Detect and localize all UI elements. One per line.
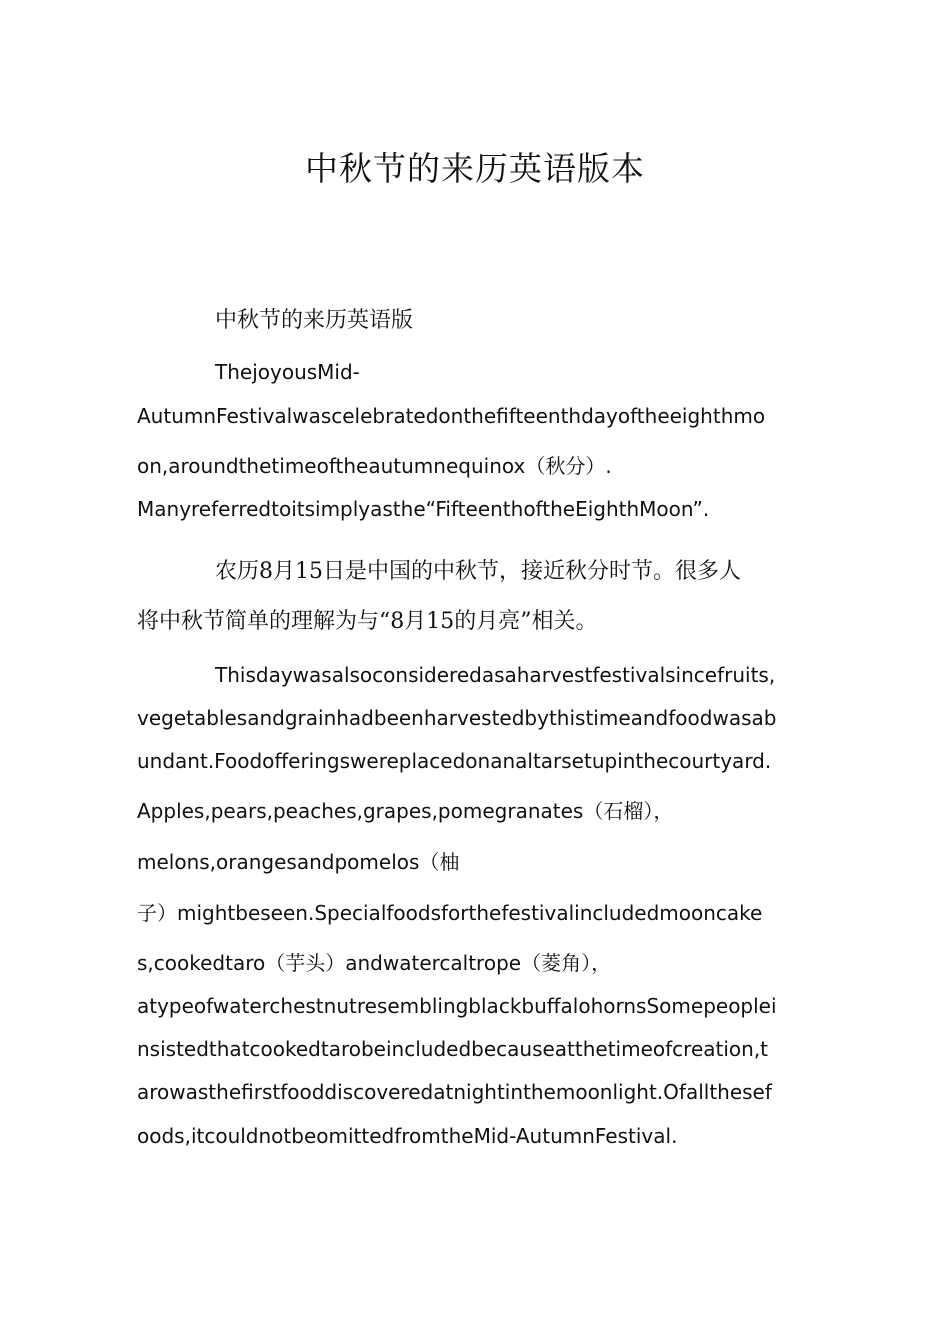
document-title: 中秋节的来历英语版本: [305, 149, 645, 188]
paragraph-line: oods,itcouldnotbeomittedfromtheMid-AutumnFestival.: [137, 1124, 678, 1148]
paragraph-line: s,cookedtaro（芋头）andwatercaltrope（菱角），: [137, 951, 612, 975]
paragraph-line: vegetablesandgrainhadbeenharvestedbythistimeandfoodwasab: [137, 706, 777, 730]
paragraph-line: undant.Foodofferingswereplacedonanaltarsetupinthecourtyard.: [137, 749, 772, 773]
paragraph-line: 子）mightbeseen.Specialfoodsforthefestivalincludedmooncake: [137, 901, 763, 925]
paragraph-line: AutumnFestivalwascelebratedonthefifteenthdayoftheeighthmo: [137, 404, 766, 428]
document-subtitle: 中秋节的来历英语版: [215, 308, 414, 333]
paragraph-line: on,aroundthetimeoftheautumnequinox（秋分）.: [137, 454, 612, 478]
paragraph-line: ThejoyousMid-: [215, 360, 360, 384]
paragraph-line: atypeofwaterchestnutresemblingblackbuffalohornsSomepeoplei: [137, 994, 777, 1018]
paragraph-line: arowasthefirstfooddiscoveredatnightinthemoonlight.Ofallthesef: [137, 1080, 772, 1104]
paragraph-line: Manyreferredtoitsimplyasthe“FifteenthoftheEighthMoon”.: [137, 497, 710, 521]
paragraph-line: Apples,pears,peaches,grapes,pomegranates（石榴），: [137, 799, 674, 823]
paragraph-line: 将中秋节简单的理解为与“8月15的月亮”相关。: [137, 609, 598, 634]
paragraph-line: nsistedthatcookedtarobeincludedbecauseatthetimeofcreation,t: [137, 1037, 769, 1061]
paragraph-line: Thisdaywasalsoconsideredasaharvestfestivalsincefruits,: [215, 663, 776, 687]
paragraph-line: melons,orangesandpomelos（柚: [137, 850, 460, 874]
paragraph-line: 农历8月15日是中国的中秋节，接近秋分时节。很多人: [215, 559, 741, 584]
